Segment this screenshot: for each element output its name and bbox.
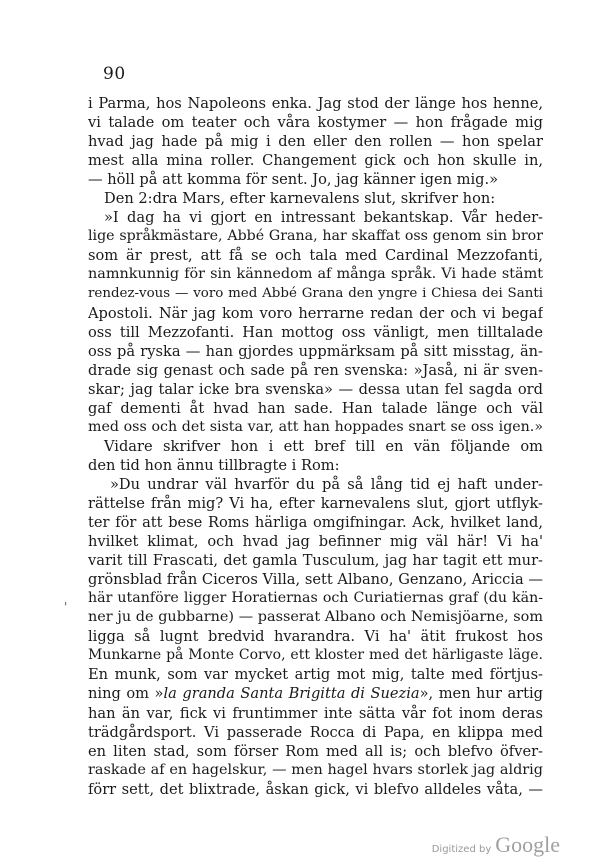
text-line: raskade af en hagelskur, — men hagel hvars storlek jag aldrig <box>88 761 543 778</box>
text-line: han än var, fick vi fruntimmer inte sätta vår fot inom deras <box>88 704 543 722</box>
text-line: en liten stad, som förser Rom med all is; och blefvo öfver- <box>88 742 543 760</box>
text-line: ligga så lugnt bredvid hvarandra. Vi ha' ätit frukost hos <box>88 628 543 646</box>
text-line: hvilket klimat, och hvad jag befinner mig väl här! Vi ha' <box>88 533 543 551</box>
text-line: gaf dementi åt hvad han sade. Han talade länge och väl <box>88 399 543 417</box>
text-line: »I dag ha vi gjort en intressant bekantskap. Vår heder- <box>104 209 543 227</box>
text-line: ning om »la granda Santa Brigitta di Suezia», men hur artig <box>88 685 543 703</box>
text-line: trädgårdsport. Vi passerade Rocca di Papa, en klippa med <box>88 723 543 741</box>
text-line: med oss och det sista var, att han hoppades snart se oss igen.» <box>88 418 543 435</box>
google-logo: Google <box>495 832 560 857</box>
text-line: Den 2:dra Mars, efter karnevalens slut, skrifver hon: <box>104 190 496 208</box>
text-line: i Parma, hos Napoleons enka. Jag stod der länge hos henne, <box>88 95 543 112</box>
text-line: vi talade om teater och våra kostymer — hon frågade mig <box>88 114 543 132</box>
text-line: varit till Frascati, det gamla Tusculum, jag har tagit ett mur- <box>88 552 543 570</box>
margin-mark: ' <box>64 600 68 614</box>
text-line: Vidare skrifver hon i ett bref till en vän följande om <box>104 437 543 455</box>
text-line: »Du undrar väl hvarför du på så lång tid ej haft under- <box>110 475 543 493</box>
text-line: — höll på att komma för sent. Jo, jag känner igen mig.» <box>88 171 499 189</box>
text-line: namnkunnig för sin kännedom af många språk. Vi hade stämt <box>88 266 543 283</box>
text-line: oss på ryska — han gjordes uppmärksam på sitt misstag, än- <box>88 342 543 360</box>
text-line: Apostoli. När jag kom voro herrarne redan der och vi begaf <box>88 304 543 322</box>
text-line: hvad jag hade på mig i den eller den rollen — hon spelar <box>88 133 543 151</box>
text-line: förr sett, det blixtrade, åskan gick, vi blefvo alldeles våta, — <box>88 780 543 798</box>
text-line: ter för att bese Roms härliga omgifningar. Ack, hvilket land, <box>88 514 543 532</box>
digitized-label: Digitized by <box>431 844 492 855</box>
text-line: mest alla mina roller. Changement gick och hon skulle in, <box>88 152 543 170</box>
text-line: den tid hon ännu tillbragte i Rom: <box>88 456 340 474</box>
text-line: som är prest, att få se och tala med Cardinal Mezzofanti, <box>88 247 543 265</box>
text-line: oss till Mezzofanti. Han mottog oss vänligt, men tilltalade <box>88 323 543 341</box>
digitized-watermark <box>432 832 560 858</box>
page-number: 90 <box>103 64 126 84</box>
text-line: rendez-vous — voro med Abbé Grana den yngre i Chiesa dei Santi <box>88 286 543 302</box>
text-line: här utanföre ligger Horatiernas och Curiatiernas graf (du kän- <box>88 590 543 607</box>
text-line: En munk, som var mycket artig mot mig, talte med förtjus- <box>88 666 543 684</box>
text-line: Munkarne på Monte Corvo, ett kloster med det härligaste läge. <box>88 647 543 664</box>
text-line: ner ju de gubbarne) — passerat Albano och Nemisjöarne, som <box>88 609 543 626</box>
text-line: rättelse från mig? Vi ha, efter karnevalens slut, gjort utflyk- <box>88 494 543 512</box>
text-line: grönsblad från Ciceros Villa, sett Albano, Genzano, Ariccia — <box>88 571 543 589</box>
body-text <box>88 94 543 799</box>
text-line: drade sig genast och sade på ren svenska: »Jaså, ni är sven- <box>88 361 543 379</box>
text-line: skar; jag talar icke bra svenska» — dessa utan fel sagda ord <box>88 380 543 398</box>
text-line: lige språkmästare, Abbé Grana, har skaffat oss genom sin bror <box>88 228 543 245</box>
